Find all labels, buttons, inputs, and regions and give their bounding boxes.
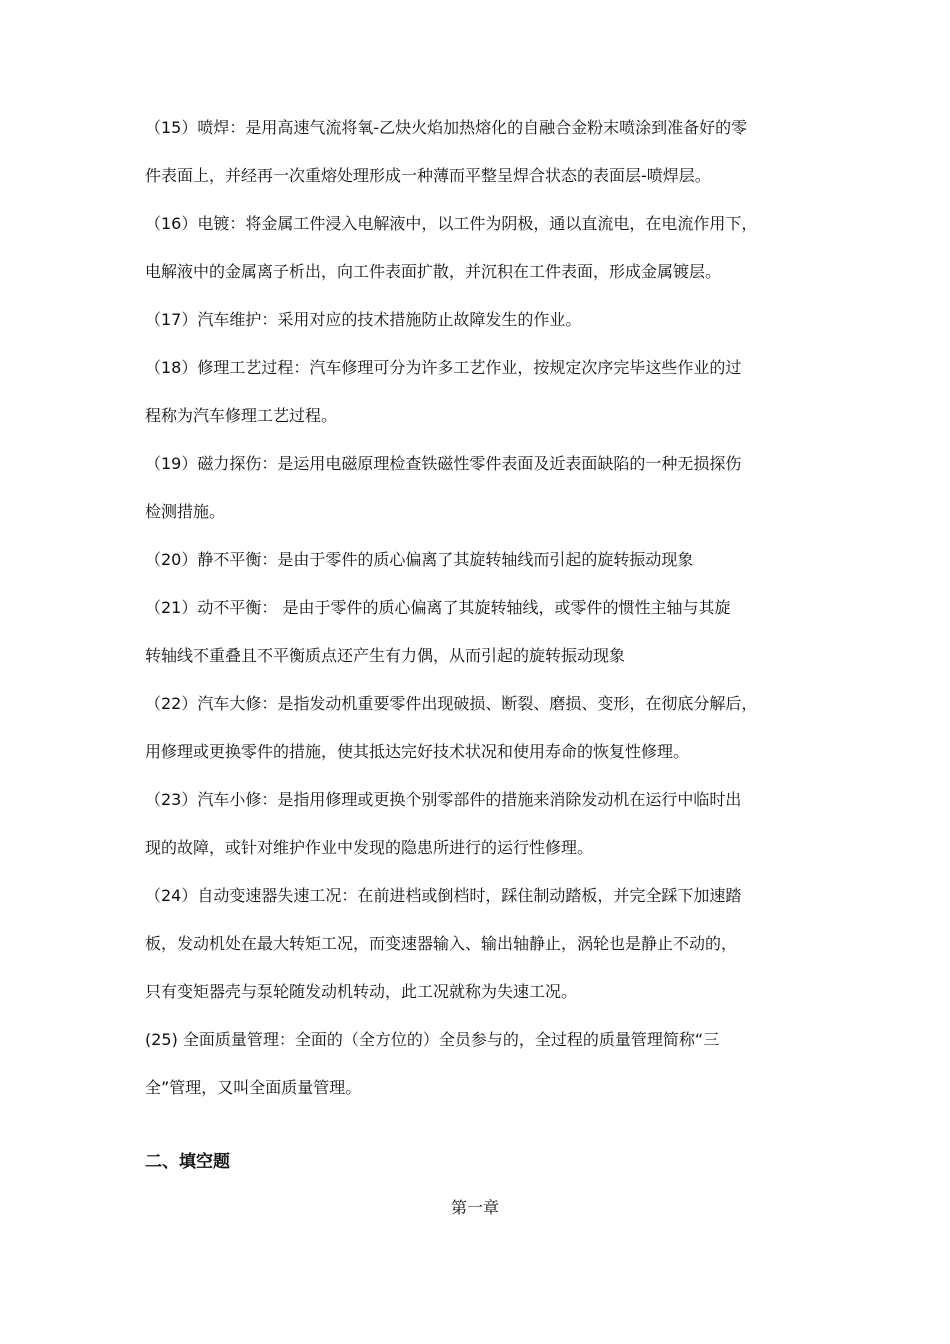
text-line: （20）静不平衡：是由于零件的质心偏离了其旋转轴线而引起的旋转振动现象 bbox=[145, 550, 694, 569]
text-line: 现的故障，或针对维护作业中发现的隐患所进行的运行性修理。 bbox=[145, 838, 594, 857]
text-line: 用修理或更换零件的措施，使其抵达完好技术状况和使用寿命的恢复性修理。 bbox=[145, 742, 690, 761]
chapter-title: 第一章 bbox=[450, 1198, 499, 1217]
text-line: （22）汽车大修：是指发动机重要零件出现破损、断裂、磨损、变形，在彻底分解后， bbox=[145, 694, 758, 713]
text-line: 程称为汽车修理工艺过程。 bbox=[145, 406, 338, 425]
section-heading: 二、填空题 bbox=[145, 1152, 230, 1172]
text-line: （21）动不平衡： 是由于零件的质心偏离了其旋转轴线，或零件的惯性主轴与其旋 bbox=[145, 598, 731, 617]
text-line: 件表面上，并经再一次重熔处理形成一种薄而平整呈焊合状态的表面层-喷焊层。 bbox=[145, 166, 711, 185]
text-line: （19）磁力探伤：是运用电磁原理检查铁磁性零件表面及近表面缺陷的一种无损探伤 bbox=[145, 454, 742, 473]
text-line: 检测措施。 bbox=[145, 502, 226, 521]
text-line: （23）汽车小修：是指用修理或更换个别零部件的措施来消除发动机在运行中临时出 bbox=[145, 790, 742, 809]
text-line: 板，发动机处在最大转矩工况，而变速器输入、输出轴静止，涡轮也是静止不动的， bbox=[145, 934, 738, 953]
text-line: (25) 全面质量管理：全面的（全方位的）全员参与的，全过程的质量管理简称“三 bbox=[145, 1030, 720, 1049]
text-line: （18）修理工艺过程：汽车修理可分为许多工艺作业，按规定次序完毕这些作业的过 bbox=[145, 358, 742, 377]
text-line: （16）电镀：将金属工件浸入电解液中，以工件为阴极，通以直流电，在电流作用下， bbox=[145, 214, 758, 233]
text-line: （15）喷焊：是用高速气流将氧-乙炔火焰加热熔化的自融合金粉末喷涂到准备好的零 bbox=[145, 118, 748, 137]
text-line: （24）自动变速器失速工况：在前进档或倒档时，踩住制动踏板，并完全踩下加速踏 bbox=[145, 886, 742, 905]
text-line: 转轴线不重叠且不平衡质点还产生有力偶，从而引起的旋转振动现象 bbox=[145, 646, 626, 665]
text-line: （17）汽车维护：采用对应的技术措施防止故障发生的作业。 bbox=[145, 310, 582, 329]
text-line: 全”管理，又叫全面质量管理。 bbox=[145, 1078, 362, 1097]
text-line: 只有变矩器壳与泵轮随发动机转动，此工况就称为失速工况。 bbox=[145, 982, 578, 1001]
text-line: 电解液中的金属离子析出，向工件表面扩散，并沉积在工件表面，形成金属镀层。 bbox=[145, 262, 722, 281]
